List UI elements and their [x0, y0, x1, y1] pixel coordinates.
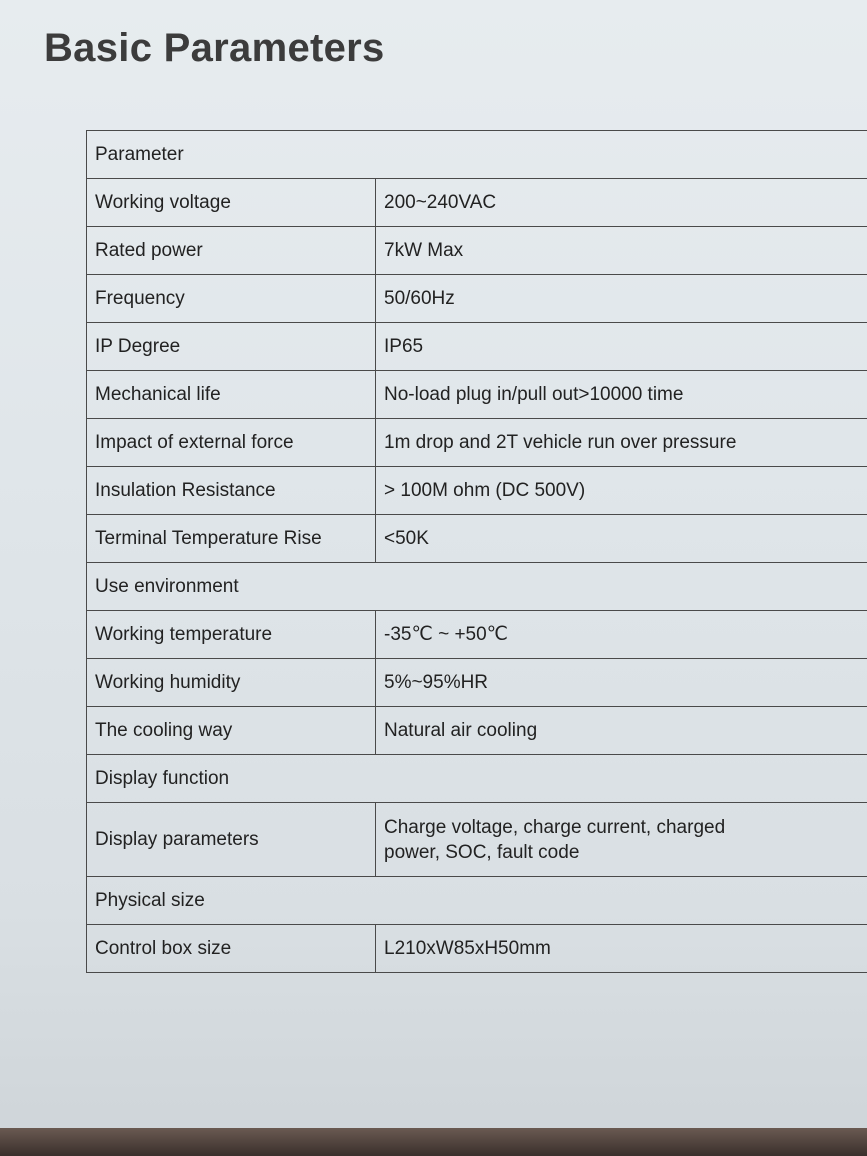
table-row [87, 419, 867, 467]
param-label: IP Degree [87, 323, 376, 371]
param-label: The cooling way [87, 707, 376, 755]
param-value: -35℃ ~ +50℃ [376, 611, 867, 659]
param-label: Mechanical life [87, 371, 376, 419]
table-row [87, 755, 867, 803]
section-header-use-environment: Use environment [87, 563, 867, 611]
param-value: 7kW Max [376, 227, 867, 275]
table-row [87, 179, 867, 227]
table-row [87, 371, 867, 419]
table-row [87, 515, 867, 563]
param-label: Terminal Temperature Rise [87, 515, 376, 563]
table-row [87, 131, 867, 179]
param-label: Working temperature [87, 611, 376, 659]
table-row [87, 275, 867, 323]
param-label: Working voltage [87, 179, 376, 227]
param-label: Rated power [87, 227, 376, 275]
section-header-physical-size: Physical size [87, 877, 867, 925]
param-value: L210xW85xH50mm [376, 925, 867, 973]
table-row [87, 611, 867, 659]
table-row [87, 563, 867, 611]
table-row [87, 803, 867, 877]
parameters-table [86, 130, 867, 973]
table-row [87, 467, 867, 515]
table-row [87, 925, 867, 973]
param-value: Natural air cooling [376, 707, 867, 755]
section-header-display-function: Display function [87, 755, 867, 803]
table-row [87, 707, 867, 755]
table-surface-edge [0, 1128, 867, 1156]
param-value: 5%~95%HR [376, 659, 867, 707]
param-value: <50K [376, 515, 867, 563]
param-value [376, 803, 867, 877]
param-value: > 100M ohm (DC 500V) [376, 467, 867, 515]
param-label: Display parameters [87, 803, 376, 877]
param-label: Insulation Resistance [87, 467, 376, 515]
param-value: IP65 [376, 323, 867, 371]
param-value: No-load plug in/pull out>10000 time [376, 371, 867, 419]
param-value: 50/60Hz [376, 275, 867, 323]
table-row [87, 877, 867, 925]
table-row [87, 323, 867, 371]
param-value-text: Charge voltage, charge current, charged power, SOC, fault code [384, 816, 726, 863]
param-value: 1m drop and 2T vehicle run over pressure [376, 419, 867, 467]
table-row [87, 227, 867, 275]
param-label: Frequency [87, 275, 376, 323]
page-title: Basic Parameters [44, 26, 385, 70]
param-value: 200~240VAC [376, 179, 867, 227]
table-row [87, 659, 867, 707]
section-header-parameter: Parameter [87, 131, 867, 179]
param-label: Working humidity [87, 659, 376, 707]
param-label: Control box size [87, 925, 376, 973]
param-label: Impact of external force [87, 419, 376, 467]
